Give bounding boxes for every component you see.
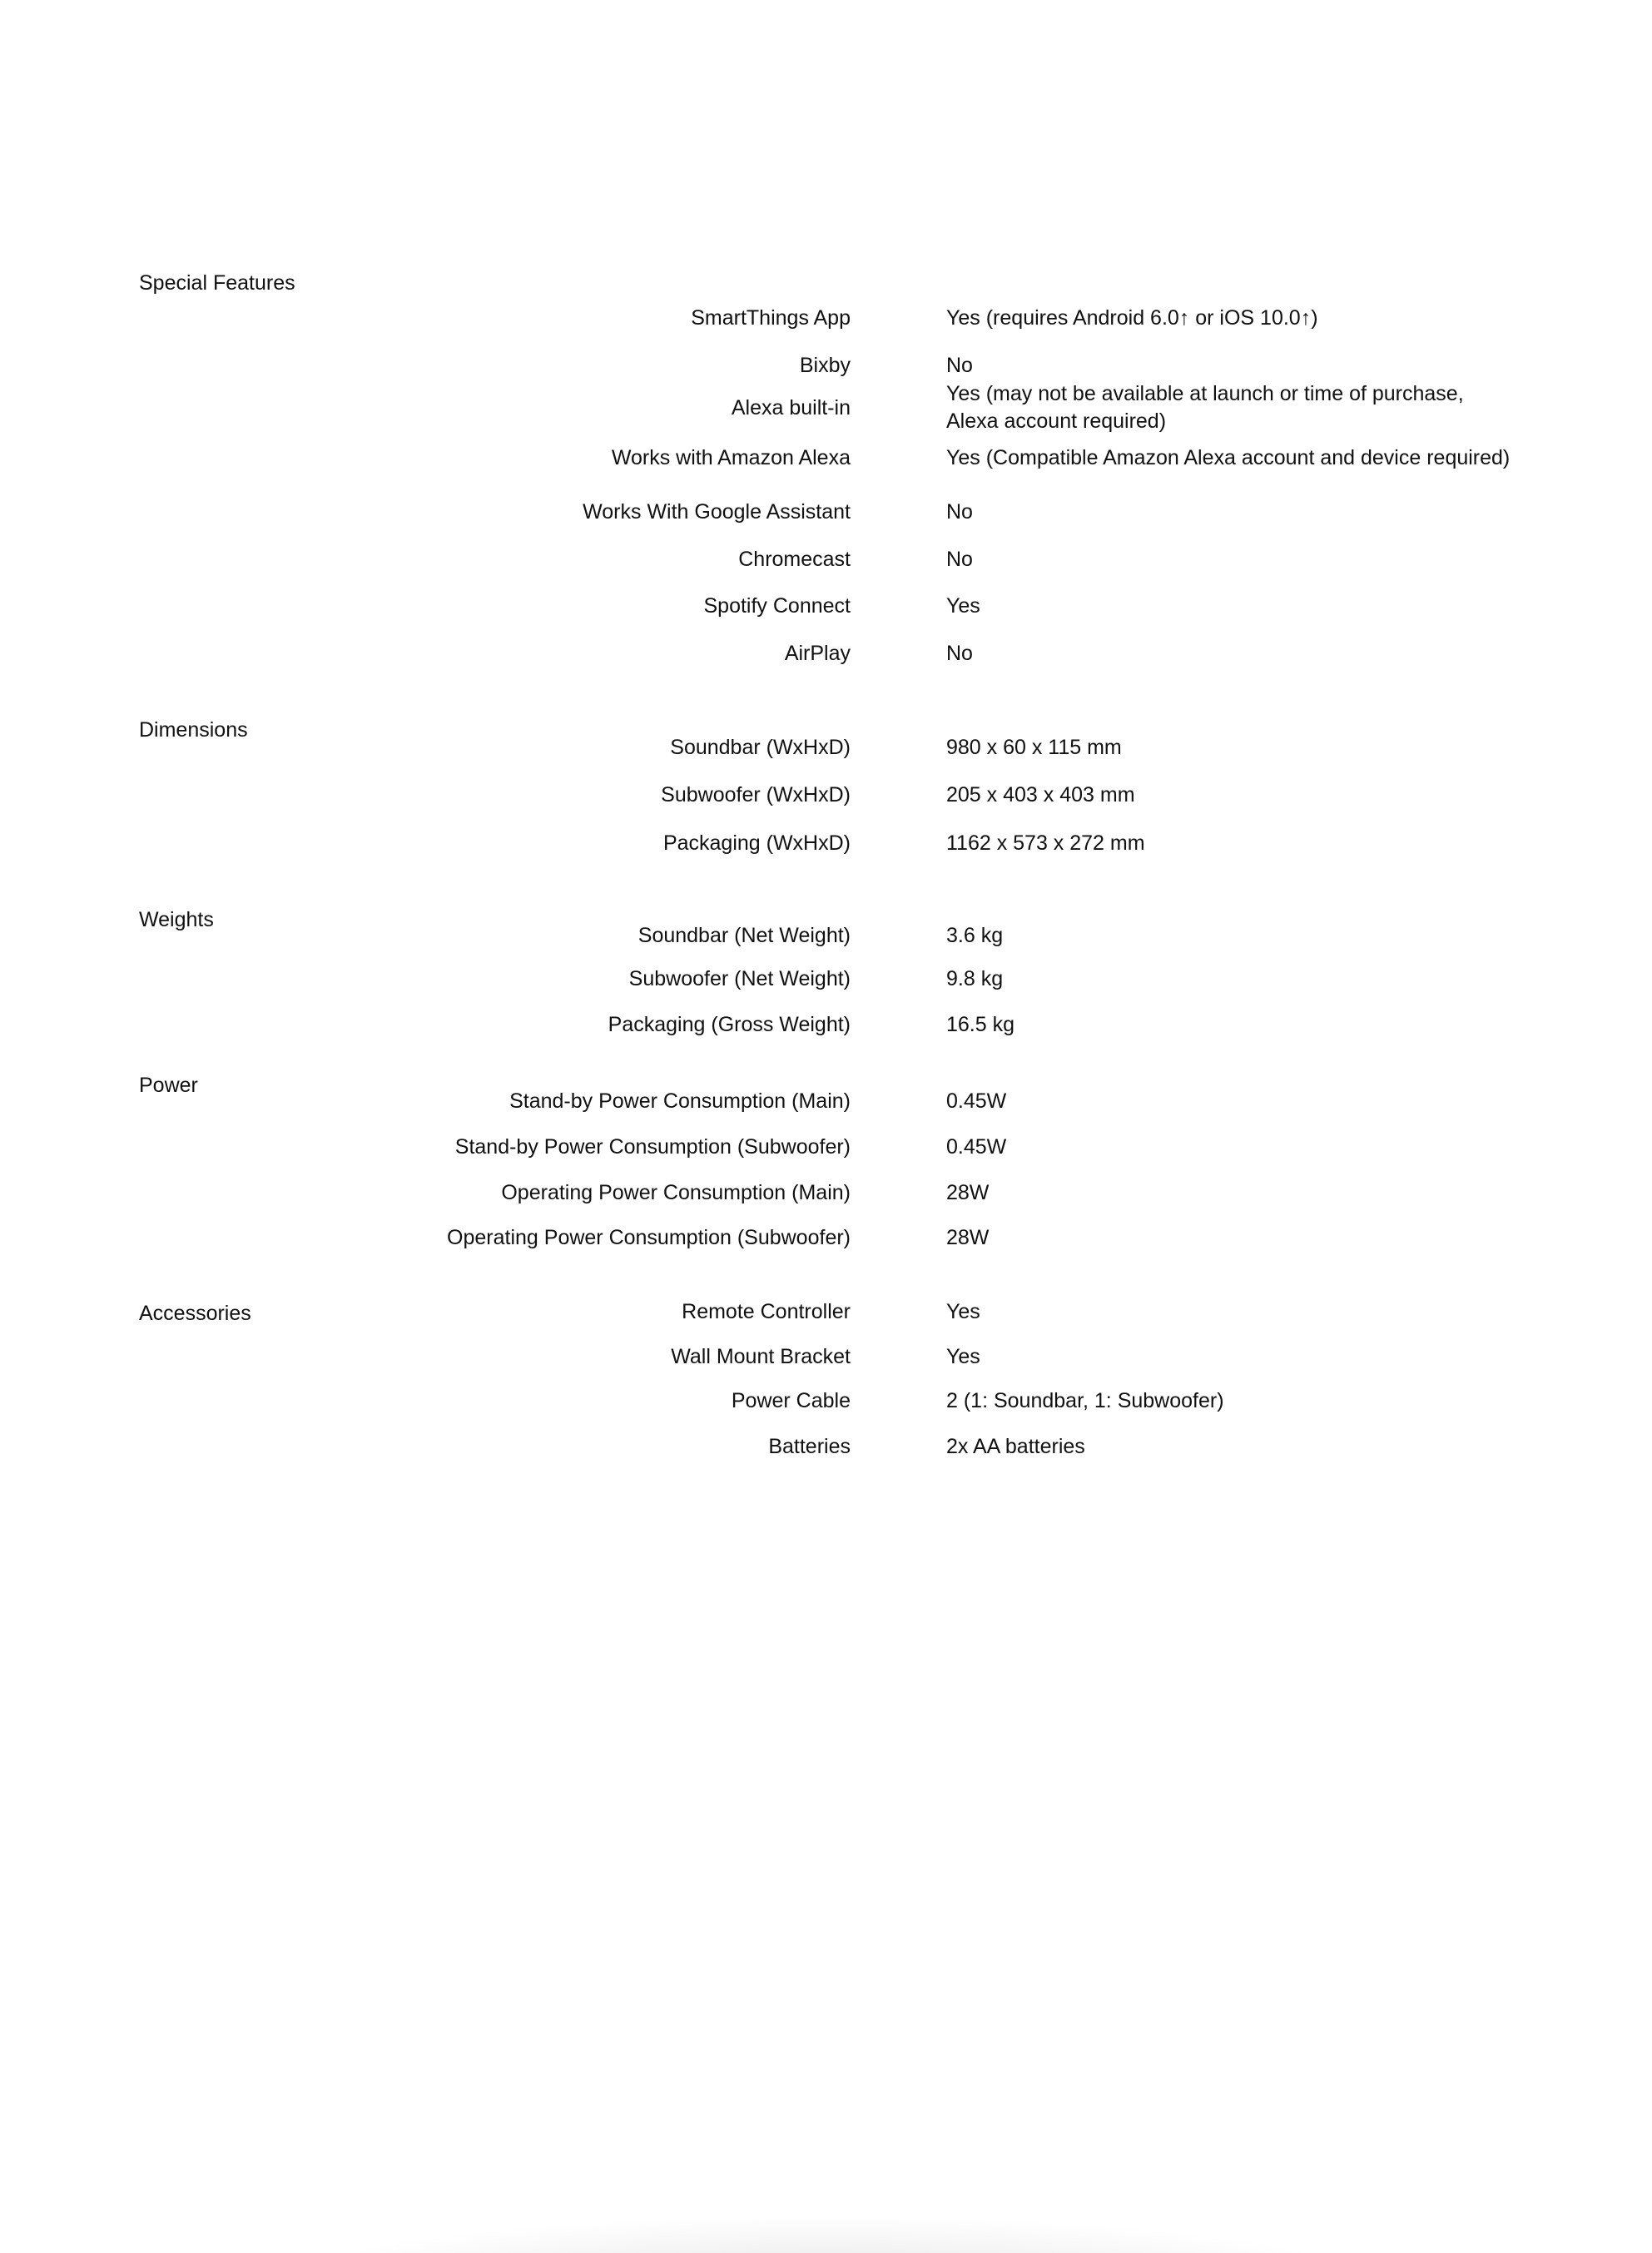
spec-value-bixby: No [946,354,973,377]
spec-value-batteries: 2x AA batteries [946,1435,1085,1458]
spec-label-chromecast: Chromecast [738,548,851,571]
spec-value-standby-power-main: 0.45W [946,1089,1007,1113]
spec-value-chromecast: No [946,548,973,571]
spec-label-works-with-amazon-alexa: Works with Amazon Alexa [611,446,851,469]
spec-value-remote-controller: Yes [946,1300,980,1323]
section-title-accessories: Accessories [139,1302,251,1325]
spec-label-subwoofer-net-weight: Subwoofer (Net Weight) [628,967,851,990]
section-title-weights: Weights [139,908,214,931]
spec-value-operating-power-main: 28W [946,1181,990,1204]
section-title-power: Power [139,1074,198,1097]
spec-value-soundbar-net-weight: 3.6 kg [946,924,1004,947]
spec-label-alexa-built-in: Alexa built-in [731,396,851,419]
spec-value-soundbar-dimensions: 980 x 60 x 115 mm [946,736,1122,759]
spec-value-subwoofer-dimensions: 205 x 403 x 403 mm [946,783,1135,806]
spec-label-standby-power-main: Stand-by Power Consumption (Main) [509,1089,851,1113]
spec-label-subwoofer-dimensions: Subwoofer (WxHxD) [661,783,851,806]
spec-label-smartthings-app: SmartThings App [691,306,851,330]
spec-value-subwoofer-net-weight: 9.8 kg [946,967,1004,990]
section-title-special-features: Special Features [139,271,295,295]
spec-label-spotify-connect: Spotify Connect [703,594,851,618]
spec-value-works-with-amazon-alexa: Yes (Compatible Amazon Alexa account and device required) [946,446,1511,469]
spec-value-alexa-built-in: Yes (may not be available at launch or time of purchase, Alexa account required) [946,382,1464,433]
spec-label-soundbar-dimensions: Soundbar (WxHxD) [670,736,851,759]
section-title-dimensions: Dimensions [139,718,248,742]
spec-value-spotify-connect: Yes [946,594,980,618]
spec-value-smartthings-app: Yes (requires Android 6.0↑ or iOS 10.0↑) [946,306,1318,330]
spec-label-operating-power-main: Operating Power Consumption (Main) [501,1181,851,1204]
spec-value-packaging-gross-weight: 16.5 kg [946,1013,1015,1036]
spec-label-remote-controller: Remote Controller [682,1300,851,1323]
spec-value-packaging-dimensions: 1162 x 573 x 272 mm [946,831,1145,855]
spec-value-wall-mount-bracket: Yes [946,1345,980,1368]
page-bottom-shadow [0,2087,1652,2253]
spec-label-bixby: Bixby [799,354,851,377]
spec-label-packaging-dimensions: Packaging (WxHxD) [662,831,851,855]
spec-label-wall-mount-bracket: Wall Mount Bracket [671,1345,851,1368]
spec-value-works-with-google-assistant: No [946,500,973,524]
spec-label-batteries: Batteries [768,1435,851,1458]
spec-label-standby-power-subwoofer: Stand-by Power Consumption (Subwoofer) [454,1135,851,1159]
spec-value-airplay: No [946,642,973,665]
spec-label-operating-power-subwoofer: Operating Power Consumption (Subwoofer) [447,1226,851,1249]
spec-value-standby-power-subwoofer: 0.45W [946,1135,1007,1159]
spec-label-airplay: AirPlay [784,642,851,665]
spec-label-packaging-gross-weight: Packaging (Gross Weight) [608,1013,851,1036]
spec-label-power-cable: Power Cable [731,1389,851,1412]
spec-label-works-with-google-assistant: Works With Google Assistant [583,500,851,524]
spec-value-operating-power-subwoofer: 28W [946,1226,990,1249]
spec-value-power-cable: 2 (1: Soundbar, 1: Subwoofer) [946,1389,1224,1412]
spec-label-soundbar-net-weight: Soundbar (Net Weight) [637,924,851,947]
